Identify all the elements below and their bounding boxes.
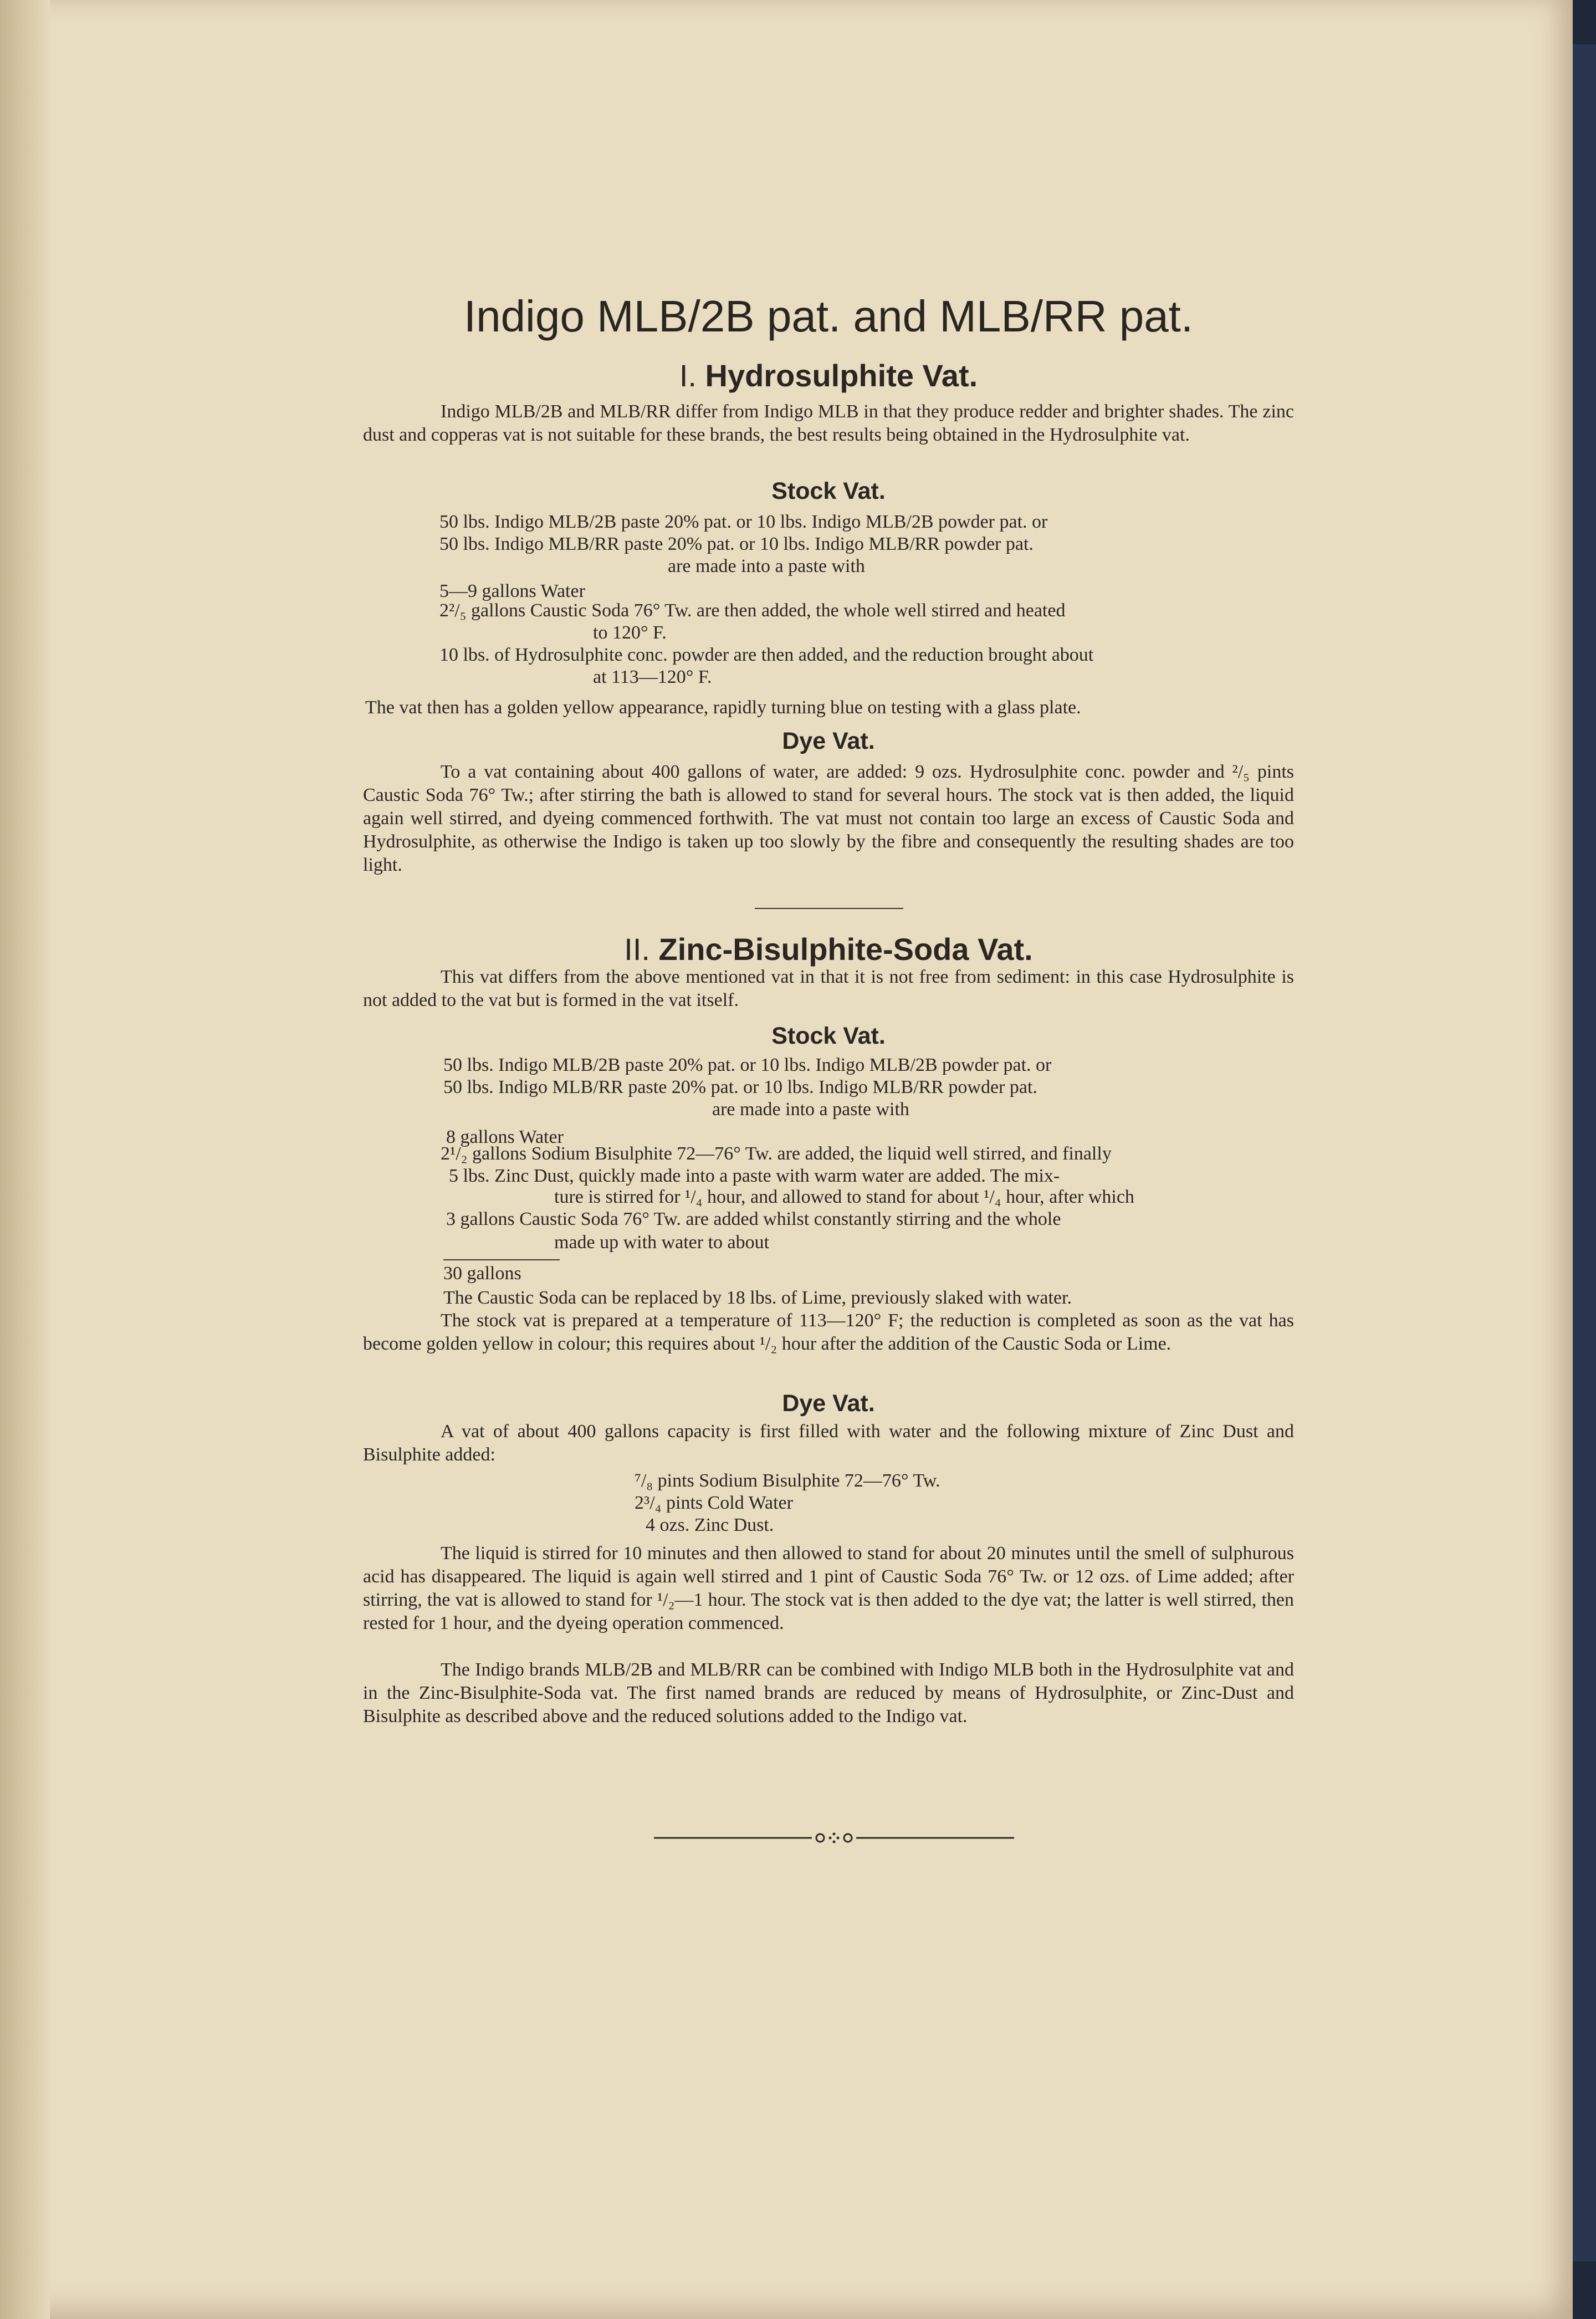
section-1-roman: I. [679, 358, 697, 393]
section-1-intro: Indigo MLB/2B and MLB/RR differ from Indigo MLB in that they produce redder and brighter shades. The zinc dust and copperas vat is not suitable for these brands, the best results being obtained in the Hydrosulphite vat. [363, 401, 1294, 445]
s2-stock-line-4: 8 gallons Water [446, 1127, 564, 1147]
page-title: Indigo MLB/2B pat. and MLB/RR pat. [463, 292, 1194, 341]
s1-stock-line-2: 50 lbs. Indigo MLB/RR paste 20% pat. or 10 lbs. Indigo MLB/RR powder pat. [439, 534, 1034, 554]
s2-dye-body: The liquid is stirred for 10 minutes and then allowed to stand for about 20 minutes until the smell of sulphurous acid has disappeared. The liquid is again well stirred and 1 pint of Caustic Soda 76° Tw. or 12 ozs. of Lime added; after stirring, the vat is allowed to stand for ¹/₂—1 hour. The stock vat is then added to the dye vat; the latter is well stirred, then rested for 1 hour, and the dyeing operation commenced. [363, 1543, 1294, 1633]
section-1-dye-heading: Dye Vat. [782, 728, 875, 754]
s1-stock-line-6: to 120° F. [593, 622, 667, 643]
mixture-line-1: ⁷/₈ pints Sodium Bisulphite 72—76° Tw. [635, 1470, 940, 1491]
s2-stock-line-2: 50 lbs. Indigo MLB/RR paste 20% pat. or 10 lbs. Indigo MLB/RR powder pat. [443, 1077, 1037, 1097]
section-divider [755, 908, 903, 909]
section-2-dye-heading: Dye Vat. [782, 1390, 875, 1417]
s1-stock-line-7: 10 lbs. of Hydrosulphite conc. powder are then added, and the reduction brought about [439, 645, 1094, 665]
s1-stock-line-4: 5—9 gallons Water [439, 581, 585, 601]
mixture-line-3: 4 ozs. Zinc Dust. [646, 1515, 774, 1535]
s2-stock-line-10: 30 gallons [443, 1263, 521, 1284]
s2-stock-line-7: ture is stirred for ¹/₄ hour, and allowed to stand for about ¹/₄ hour, after which [554, 1187, 1134, 1207]
section-1-heading [363, 357, 1294, 394]
s2-stock-line-5: 2¹/₂ gallons Sodium Bisulphite 72—76° Tw. are added, the liquid well stirred, and finally [441, 1143, 1112, 1164]
section-2-intro: This vat differs from the above mentioned vat in that it is not free from sediment: in this case Hydrosulphite is not added to the vat but is formed in the vat itself. [363, 967, 1294, 1010]
section-1-title: Hydrosulphite Vat. [705, 358, 978, 393]
s1-stock-line-8: at 113—120° F. [593, 667, 712, 687]
s2-stock-line-6: 5 lbs. Zinc Dust, quickly made into a paste with warm water are added. The mix- [449, 1166, 1060, 1186]
end-ornament [654, 1831, 1014, 1845]
sum-rule [443, 1259, 560, 1260]
s2-stock-line-1: 50 lbs. Indigo MLB/2B paste 20% pat. or 10 lbs. Indigo MLB/2B powder pat. or [443, 1055, 1052, 1075]
s2-stock-line-9: made up with water to about [554, 1232, 770, 1253]
s2-stock-line-3: are made into a paste with [712, 1099, 909, 1120]
s2-temp-note: The stock vat is prepared at a temperature of 113—120° F; the reduction is completed as soon as the vat has become golden yellow in colour; this requires about ¹/₂ hour after the addition of the Caustic Soda or Lime. [363, 1310, 1294, 1354]
s1-stock-line-1: 50 lbs. Indigo MLB/2B paste 20% pat. or 10 lbs. Indigo MLB/2B powder pat. or [439, 512, 1048, 532]
mixture-line-2: 2³/₄ pints Cold Water [635, 1493, 793, 1513]
page-gutter [0, 0, 50, 2319]
section-2-heading [363, 931, 1294, 967]
section-1-stock-heading: Stock Vat. [771, 478, 886, 504]
section-1-dye-text: To a vat containing about 400 gallons of water, are added: 9 ozs. Hydrosulphite conc. powder and ²/₅ pints Caustic Soda 76° Tw.; after stirring the bath is allowed to stand for several hours. The stock vat is then added, the liquid again well stirred, and dyeing commenced forthwith. The vat must not contain too large an excess of Caustic Soda and Hydrosulphite, as otherwise the Indigo is taken up too slowly by the fibre and consequently the resulting shades are too light. [363, 762, 1294, 875]
s2-lime-note: The Caustic Soda can be replaced by 18 lbs. of Lime, previously slaked with water. [443, 1288, 1072, 1308]
s2-combined: The Indigo brands MLB/2B and MLB/RR can be combined with Indigo MLB both in the Hydrosulphite vat and in the Zinc-Bisulphite-Soda vat. The first named brands are reduced by means of Hydrosulphite, or Zinc-Dust and Bisulphite as described above and the reduced solutions added to the Indigo vat. [363, 1659, 1294, 1727]
s2-stock-line-8: 3 gallons Caustic Soda 76° Tw. are added whilst constantly stirring and the whole [446, 1209, 1061, 1229]
s1-stock-line-3: are made into a paste with [668, 556, 865, 576]
s1-stock-line-5: 2²/₅ gallons Caustic Soda 76° Tw. are then added, the whole well stirred and heated [439, 600, 1066, 621]
section-2-title: Zinc-Bisulphite-Soda Vat. [658, 932, 1033, 967]
section-2-stock-heading: Stock Vat. [771, 1023, 886, 1049]
s2-dye-intro: A vat of about 400 gallons capacity is first filled with water and the following mixture of Zinc Dust and Bisulphite added: [363, 1421, 1294, 1465]
section-2-roman: II. [624, 932, 650, 967]
s1-vat-note: The vat then has a golden yellow appearance, rapidly turning blue on testing with a glass plate. [365, 697, 1081, 718]
